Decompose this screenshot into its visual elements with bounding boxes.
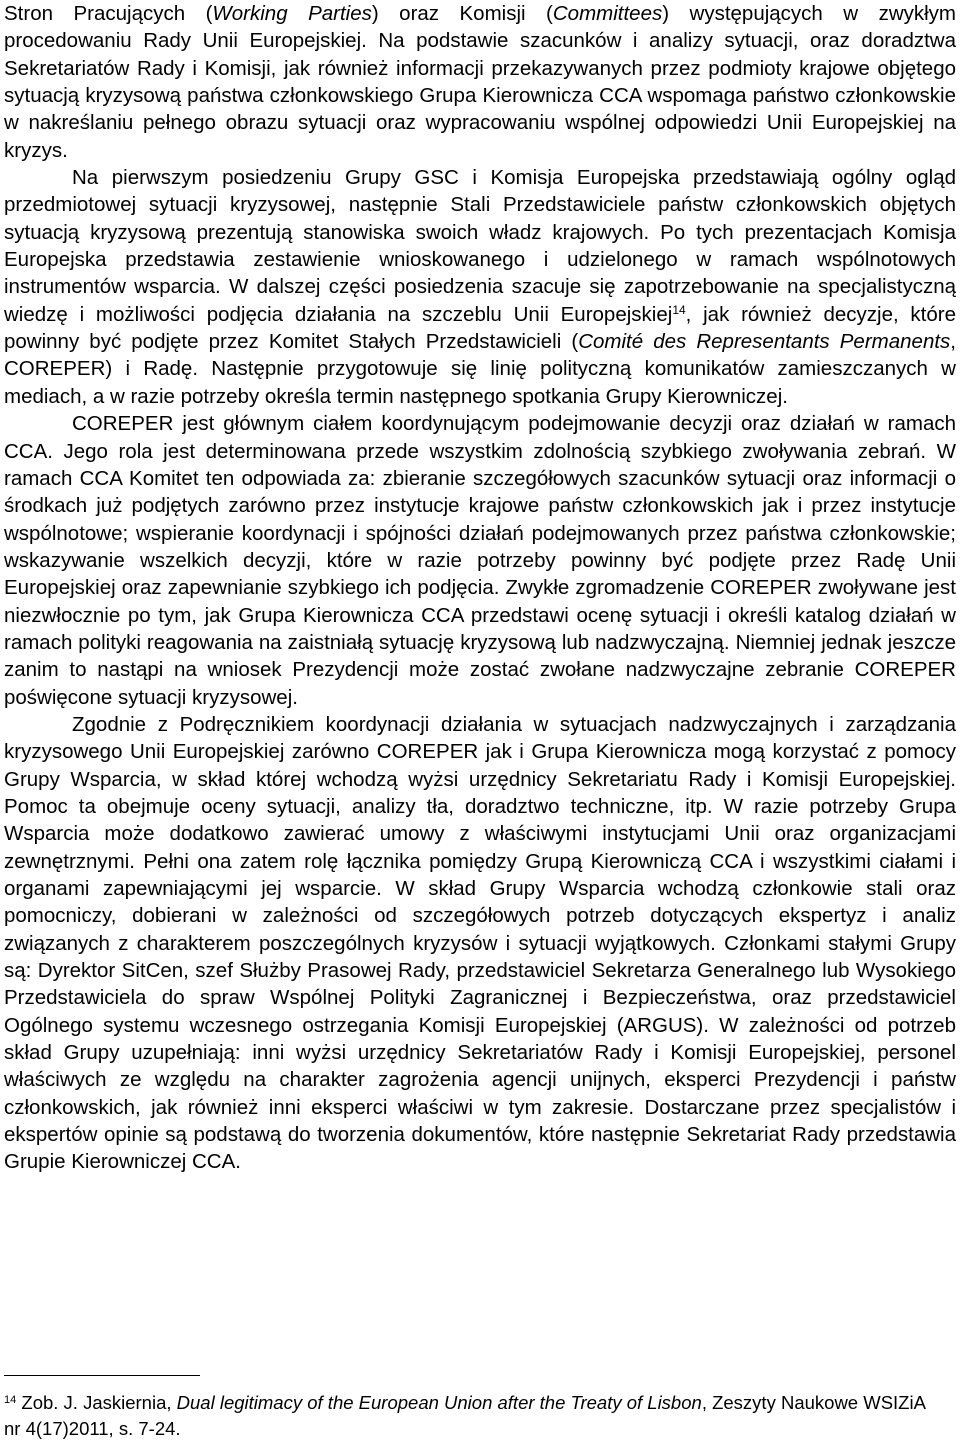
paragraph-1: Stron Pracujących (Working Parties) oraz Komisji (Committees) występujących w zwykłym procedowaniu Rady Unii Europejskiej. Na podstawie szacunków i analizy sytuacji, oraz doradztwa Sekretariatów Rady i Komisji, jak również informacji przekazywanych przez podmioty krajowe objętego sytuacją kryzysową państwa członkowskiego Grupa Kierownicza CCA wspomaga państwo członkowskie w nakreślaniu pełnego obrazu sytuacji oraz wypracowaniu wspólnej odpowiedzi Unii Europejskiej na kryzys. bbox=[4, 2, 957, 162]
paragraph-4: Zgodnie z Podręcznikiem koordynacji działania w sytuacjach nadzwyczajnych i zarządzania kryzysowego Unii Europejskiej zarówno COREPER jak i Grupa Kierownicza mogą korzystać z pomocy Grupy Wsparcia, w skład której wchodzą wyżsi urzędnicy Sekretariatu Rady i Komisji Europejskiej. Pomoc ta obejmuje oceny sytuacji, analizy tła, doradztwo techniczne, itp. W razie potrzeby Grupa Wsparcia może dodatkowo zawierać umowy z właściwymi instytucjami Unii oraz organizacjami zewnętrznymi. Pełni ona zatem rolę łącznika pomiędzy Grupą Kierowniczą CCA i wszystkimi ciałami i organami zapewniającymi jej wsparcie. W skład Grupy Wsparcia wchodzą członkowie stali oraz pomocniczy, dobierani w zależności od szczegółowych potrzeb dotyczących ekspertyz i analiz związanych z charakterem poszczególnych kryzysów i sytuacji wyjątkowych. Członkami stałymi Grupy są: Dyrektor SitCen, szef Służby Prasowej Rady, przedstawiciel Sekretarza Generalnego lub Wysokiego Przedstawiciela do spraw Wspólnej Polityki Zagranicznej i Bezpieczeństwa, oraz przedstawiciel Ogólnego systemu wczesnego ostrzegania Komisji Europejskiej (ARGUS). W zależności od potrzeb skład Grupy uzupełniają: inni wyżsi urzędnicy Sekretariatów Rady i Komisji Europejskiej, personel właściwych ze względu na charakter zagrożenia agencji unijnych, eksperci Prezydencji i państw członkowskich, jak również inni eksperci właściwi w tym zakresie. Dostarczane przez specjalistów i ekspertów opinie są podstawą do tworzenia dokumentów, które następnie Sekretariat Rady przedstawia Grupie Kierowniczej CCA. bbox=[4, 712, 956, 1174]
paragraph-3: COREPER jest głównym ciałem koordynującym podejmowanie decyzji oraz działań w ramach CCA. Jego rola jest determinowana przede wszystkim zdolnością szybkiego zwoływania zebrań. W ramach CCA Komitet ten odpowiada za: zbieranie szczegółowych szacunków sytuacji oraz informacji o środkach już podjętych zarówno przez instytucje krajowe państw członkowskich jak i przez instytucje wspólnotowe; wspieranie koordynacji i spójności działań podejmowanych przez państwa członkowskie; wskazywanie wszelkich decyzji, które w razie potrzeby powinny być podjęte przez Radę Unii Europejskiej oraz zapewnianie szybkiego ich podjęcia. Zwykłe zgromadzenie COREPER zwoływane jest niezwłocznie po tym, jak Grupa Kierownicza CCA przedstawi ocenę sytuacji i określi katalog działań w ramach polityki reagowania na zaistniałą sytuację kryzysową lub nadzwyczajną. Niemniej jednak jeszcze zanim to nastąpi na wniosek Prezydencji może zostać zwołane nadzwyczajne zebranie COREPER poświęcone sytuacji kryzysowej. bbox=[4, 412, 956, 709]
footnote-number: 14 bbox=[4, 1394, 17, 1406]
footnote-separator bbox=[4, 1375, 200, 1376]
working-parties-term: Working Parties bbox=[212, 2, 372, 25]
coreper-french-term: Comité des Representants Permanents bbox=[578, 330, 951, 354]
committees-term: Committees bbox=[552, 2, 663, 25]
footnote-reference[interactable]: 14 bbox=[672, 302, 686, 317]
document-body bbox=[4, 0, 956, 1176]
paragraph-2: Na pierwszym posiedzeniu Grupy GSC i Komisja Europejska przedstawiają ogólny ogląd przedmiotowej sytuacji kryzysowej, następnie Stali Przedstawiciele państw członkowskich objętych sytuacją kryzysową prezentują stanowiska swoich władz krajowych. Po tych prezentacjach Komisja Europejska przedstawia zestawienie wnioskowanego i udzielonego w ramach wspólnotowych instrumentów wsparcia. W dalszej części posiedzenia szacuje się zapotrzebowanie na specjalistyczną wiedzę i możliwości podjęcia działania na szczeblu Unii Europejskiej$^{14}$, jak również decyzje, które powinny być podjęte przez Komitet Stałych Przedstawicieli (Comité des Representants Permanents, COREPER) i Radę. Następnie przygotowuje się linię polityczną komunikatów zamieszczanych w mediach, a w razie potrzeby określa termin następnego spotkania Grupy Kierowniczej. bbox=[4, 166, 956, 408]
footnote-title: Dual legitimacy of the European Union after the Treaty of Lisbon bbox=[176, 1392, 702, 1413]
footnote-14: $^{14}$ Zob. J. Jaskiernia, Dual legitimacy of the European Union after the Treaty of Lisbon, Zeszyty Naukowe WSIZiA nr 4(17)2011, s. 7-24. bbox=[4, 1392, 925, 1439]
